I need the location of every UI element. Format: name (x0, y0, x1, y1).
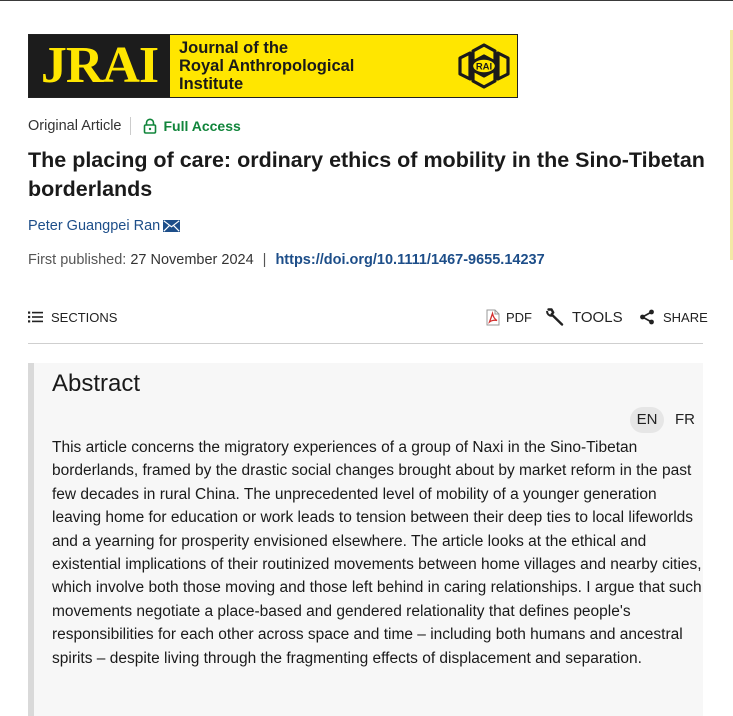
article-meta (28, 116, 241, 136)
article-title: The placing of care: ordinary ethics of mobility in the Sino-Tibetan borderlands (28, 148, 705, 201)
sections-label: SECTIONS (51, 309, 118, 325)
language-fr-button[interactable]: FR (675, 411, 695, 428)
share-icon (639, 309, 655, 325)
abstract-text: This article concerns the migratory experiences of a group of Naxi in the Sino-Tibetan borderlands, framed by the drastic social changes brought about by market reform in the past few decades in rural China. The unprecedented level of mobility of a younger generation leaving home for education or work leads to tension between their deep ties to local lifeworlds and a yearning for prosperity envisioned elsewhere. The article looks at the ethical and existential implications of their routinized movements between home villages and nearby cities, which involve both those moving and those left behind in caring relationships. I argue that such movements negotiate a place-based and gendered relationality that defines people's responsibilities for each other across space and time – including both humans and ancestral spirits – despite living through the fragmenting effects of displacement and separation. (52, 439, 702, 667)
article-toolbar (28, 306, 708, 328)
publication-info (28, 252, 545, 268)
emblem-text: RAI (475, 61, 493, 73)
top-border (0, 0, 733, 1)
first-published-label: First published: (28, 252, 127, 268)
abstract-section (28, 363, 703, 716)
share-label: SHARE (663, 309, 708, 325)
author-list (28, 218, 180, 234)
sections-button[interactable] (28, 306, 117, 328)
tools-label: TOOLS (572, 308, 623, 326)
list-icon (28, 311, 43, 323)
first-published-date: 27 November 2024 (130, 252, 254, 268)
journal-logo: JRAI (29, 35, 170, 97)
lock-icon (143, 118, 157, 134)
author-link[interactable]: Peter Guangpei Ran (28, 218, 161, 234)
journal-name-line-2: Royal Anthropological (179, 57, 355, 75)
journal-name (179, 39, 429, 93)
language-en-button[interactable]: EN (630, 407, 664, 433)
wrench-icon (546, 308, 564, 326)
doi-link[interactable]: https://doi.org/10.1111/1467-9655.14237 (275, 252, 545, 268)
abstract-heading: Abstract (52, 370, 141, 397)
pdf-label: PDF (506, 309, 532, 325)
share-button[interactable] (639, 306, 708, 328)
meta-separator (130, 117, 131, 135)
journal-name-line-3: Institute (179, 75, 244, 93)
pdf-icon (486, 309, 500, 326)
mail-icon[interactable] (163, 220, 180, 232)
toolbar-divider (28, 343, 703, 344)
journal-banner[interactable] (28, 34, 518, 98)
rai-emblem-icon (457, 42, 511, 90)
article-type: Original Article (28, 118, 122, 134)
pdf-button[interactable] (486, 306, 532, 328)
tools-button[interactable] (546, 306, 623, 328)
pipe-separator: | (262, 252, 267, 268)
journal-name-line-1: Journal of the (179, 39, 289, 57)
full-access-badge: Full Access (163, 118, 241, 134)
